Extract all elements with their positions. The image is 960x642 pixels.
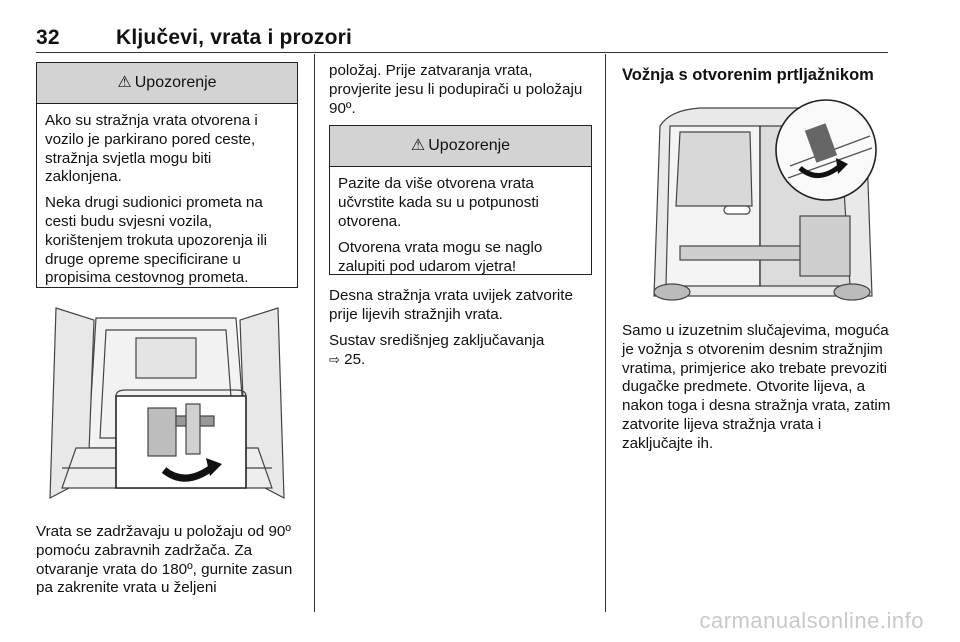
warning-title: Upozorenje	[428, 136, 511, 154]
page-reference-link[interactable]: 25.	[344, 350, 366, 368]
warning-paragraph: Neka drugi sudionici prometa na cesti budu svjesni vozila, korištenjem trokuta upozorenja ili druge opreme specificirane u propisima cestovnog prometa.	[45, 194, 268, 287]
column-1	[36, 62, 298, 288]
chapter-title: Ključevi, vrata i prozori	[116, 26, 353, 49]
column-1-text	[36, 523, 298, 605]
warning-body	[330, 167, 591, 285]
body-paragraph: Vrata se zadržavaju u položaju od 90º pomoću zabravnih zadržača. Za otvaranje vrata do 180º, gurnite zasun pa zakrenite vrata u željeni	[36, 523, 293, 597]
reference-text: Sustav središnjeg zaključavanja	[329, 331, 545, 349]
body-paragraph: Samo u izuzetnim slučajevima, moguća je vožnja s otvorenim desnim stražnjim vratima, primjerice ako trebate prevoziti dugačke predmete. Otvorite lijeva, a nakon toga i desna stražnja vrata, zatim zatvorite lijeva stražnja vrata i zaključajte ih.	[622, 322, 891, 452]
warning-triangle-icon: ⚠	[410, 136, 426, 154]
figure-van-rear-door-latch	[640, 96, 880, 308]
column-divider-1	[314, 54, 315, 612]
warning-box-1	[36, 62, 298, 288]
figure-van-rear-doors-open	[36, 298, 298, 506]
warning-header	[37, 63, 297, 104]
column-2	[329, 62, 592, 378]
column-3-text	[622, 322, 892, 461]
header-divider	[36, 52, 888, 53]
warning-body	[37, 104, 297, 297]
warning-paragraph: Pazite da više otvorena vrata učvrstite kada su u potpunosti otvorena.	[338, 175, 539, 230]
warning-header	[330, 126, 591, 167]
watermark: carmanualsonline.info	[699, 608, 924, 633]
van-rear-latch-illustration	[640, 96, 880, 308]
page-reference-arrow-icon: ⇨	[329, 352, 340, 368]
body-paragraph: Desna stražnja vrata uvijek zatvorite prije lijevih stražnjih vrata.	[329, 287, 573, 324]
warning-box-2	[329, 125, 592, 275]
page-number: 32	[36, 26, 60, 49]
column-divider-2	[605, 54, 606, 612]
section-title: Vožnja s otvorenim prtljažnikom	[622, 66, 874, 84]
warning-paragraph: Ako su stražnja vrata otvorena i vozilo je parkirano pored ceste, stražnja svjetla mogu biti zaklonjena.	[45, 112, 258, 186]
column-3	[622, 62, 888, 95]
warning-paragraph: Otvorena vrata mogu se naglo zalupiti pod udarom vjetra!	[338, 238, 543, 275]
van-doors-illustration	[36, 298, 298, 506]
body-paragraph: položaj. Prije zatvaranja vrata, provjerite jesu li podupirači u položaju 90º.	[329, 62, 583, 117]
warning-title: Upozorenje	[134, 73, 217, 91]
body-paragraph	[329, 332, 592, 371]
warning-triangle-icon: ⚠	[117, 73, 132, 91]
page-header	[36, 26, 352, 50]
